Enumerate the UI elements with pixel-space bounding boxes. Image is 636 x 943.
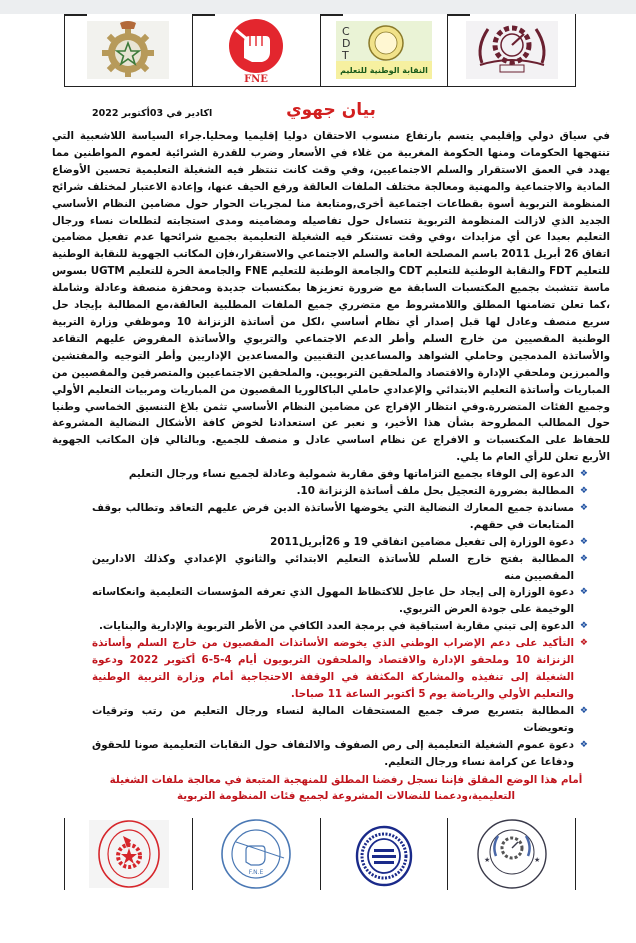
demand-item: ❖ مساندة جميع المعارك النضالية التي يخوضها الأساتذة الدين فرض عليهم التعاقد وتطالب بوقف المتابعات في حقهم. bbox=[92, 501, 588, 531]
diamond-bullet-icon: ❖ bbox=[579, 553, 588, 564]
diamond-bullet-icon: ❖ bbox=[579, 502, 588, 513]
logo-cdt bbox=[320, 14, 448, 86]
closing-statement: أمام هذا الوضع المقلق فإننا نسجل رفضنا المطلق للمنهجية المتبعة في معالجة ملفات الشغيلة التعليمية،ودعمنا للنضالات المشروعة لجميع فئات المنظومة التربوية bbox=[109, 774, 583, 803]
diamond-bullet-icon: ❖ bbox=[579, 469, 588, 480]
svg-text:FNE: FNE bbox=[244, 74, 269, 84]
diamond-bullet-icon: ❖ bbox=[579, 739, 588, 750]
demand-item: ❖ الدعوة إلى تبني مقاربة استباقية في برمجة العدد الكافي من الأطر التربوية والإدارية والبنايات. bbox=[52, 618, 588, 635]
logo-fdt bbox=[447, 14, 576, 86]
logo-ugtm bbox=[64, 14, 192, 86]
demand-item: ❖ المطالبة بضرورة التعجيل بحل ملف أساتذة الزنزانة 10. bbox=[52, 483, 588, 500]
diamond-bullet-icon: ❖ bbox=[579, 638, 588, 649]
ugtm-round-stamp-icon bbox=[83, 818, 173, 890]
svg-text:★: ★ bbox=[533, 856, 540, 864]
diamond-bullet-icon: ❖ bbox=[579, 486, 588, 497]
intro-paragraph: في سياق دولي وإقليمي يتسم بارتفاع منسوب الاحتقان دوليا إقليميا ومحليا.جراء السياسة اللاشعبية التي تنتهجها الحكومات ومنها الحكومة المغربية من غلاء في الأسعار وضرب للقدرة الشرائية لعموم المواطنين مما يهدد في العمق الاستقرار والسلم الاجتماعيين، وفي وقت كانت تنتظر فيه الشغيلة التعليمية تحسين الأوضاع المادية والاجتماعية والمهنية ومعالجة مختلف الملفات العالقة ورفع الحيف عنها، وإعادة الاعتبار لمختلف شرائح المنظومة التربوية أسوة بقطاعات اجتماعية أخرى,ومتابعة منا لمجريات الحوار حول مضامين النظام الأساسي الجديد الذي لازالت المنظومة التربوية تتساءل حول تفاصيله ومضامينه ومدى استجابته لتطلعات نساء ورجال التعليم بعيدا عن أي مزايدات ،وفي وقت تستنكر فيه الشغيلة التعليمية بجميع شرائحها عدم تفعيل مضامين اتفاق 26 أبريل 2011 باسم المصلحة العامة والسلم الاجتماعي والاستقرار،فإن المكاتب الجهوية للنقابة الوطنية للتعليم FDT والنقابة الوطنية للتعليم CDT والجامعة الوطنية للتعليم FNE والجامعة الحرة للتعليم UGTM بسوس ماسة تتشبث بجميع المكتسبات السابقة مع ضرورة تعزيزها بمكتسبات جديدة ومحفزة منصفة وعادلة وشاملة ،كما تعلن تضامنها المطلق واللامشروط مع متضرري جميع الملفات المطلبية العالقة،مع المطالبة بإيجاد حل سريع منصف وعادل لها قبل إصدار أي نظام أساسي ،لكل من أساتذة الزنزانة 10 وموظفي وزارة التربية الوطنية المقصيين من خارج السلم وأطر الدعم الاجتماعي والتربوي والأساتذة المفروض عليهم التقاعد والأساتذة المدمجين وحاملي الشواهد والمساعدين التقنيين والمساعدين الإداريين وأطر التوجيه والمفتشين والمبرزين وملحقي الإدارة والاقتصاد والملحقين التربويين. والملحقين الاجتماعيين والمتصرفين والمقصيين من المباريات وأساتذة التعليم الابتدائي والإعدادي حاملي الباكالوريا المقصيون من المباريات ومربيات التعليم الأولي وجميع الفئات المتضررة.وفي انتظار الإفراج عن مضامين النظام الأساسي تثمن بلاغ التنسيق الخماسي وطنيا حول المطالب المطروحة بشأن هذا الأخير، و نعبر عن استعدادنا لخوض كافة الأشكال النضالية المشروعة للحفاظ على المكتسبات و الافراج عن نظام اساسي عادل و منصف للجميع. وبالتالي فإن المكاتب الجهوية الأربع تعلن للرأي العام ما يلي. bbox=[52, 130, 611, 464]
ugtm-gear-emblem-icon bbox=[83, 19, 173, 81]
stamp-ugtm bbox=[64, 818, 192, 890]
demand-item: ❖ الدعوة إلى الوفاء بجميع التزاماتها وفق مقاربة شمولية وعادلة لجميع نساء ورجال التعليم bbox=[52, 466, 588, 483]
demand-item: ❖ دعوة الوزارة إلى إيجاد حل عاجل للاكتظاظ المهول الذي تعرفه المؤسسات التعليمية وانعكاساته الوخيمة على جودة العرض التربوي. bbox=[92, 586, 588, 616]
cdt-round-stamp-icon bbox=[339, 818, 429, 890]
footer-stamp-row bbox=[64, 818, 576, 890]
svg-text:D: D bbox=[341, 37, 351, 50]
stamp-fdt bbox=[447, 818, 576, 890]
document-header bbox=[52, 100, 610, 128]
fdt-round-stamp-icon bbox=[462, 818, 562, 890]
top-band bbox=[0, 0, 636, 14]
diamond-bullet-icon: ❖ bbox=[579, 587, 588, 598]
svg-text:F.N.E: F.N.E bbox=[248, 869, 264, 876]
cdt-emblem-icon bbox=[334, 19, 434, 81]
demand-item-highlighted: ❖ التأكيد على دعم الإضراب الوطني الذي يخوضه الأساتذات المقصيون من خارج السلم وأساتذة الزنزانة 10 وملحقو الإدارة والاقتصاد والملحقون التربويون أيام 4-5-6 أكتوبر 2022 ودعوة الشغيلة إلى تنفيذه والمشاركة المكثفة في الوقفة الاحتجاجية أمام وزارة التربية الوطنية والتعليم الأولي والرياضة يوم 5 أكتوبر الساعة 11 صباحا. bbox=[92, 637, 588, 700]
statement-document bbox=[52, 100, 610, 804]
diamond-bullet-icon: ❖ bbox=[579, 621, 588, 632]
svg-text:T: T bbox=[341, 49, 349, 62]
diamond-bullet-icon: ❖ bbox=[579, 705, 588, 716]
svg-text:★: ★ bbox=[483, 856, 490, 864]
diamond-bullet-icon: ❖ bbox=[579, 536, 588, 547]
demand-item: ❖ المطالبة بفتح خارج السلم للأساتذة التعليم الابتدائي والثانوي الإعدادي وكذلك الاداريين المقصيين منه bbox=[92, 552, 588, 582]
fdt-gear-emblem-icon bbox=[462, 19, 562, 81]
fne-fist-emblem-icon bbox=[208, 16, 304, 84]
svg-text:النقابة الوطنية للتعليم: النقابة الوطنية للتعليم bbox=[340, 66, 428, 75]
demand-item: ❖ دعوة الوزارة إلى تفعيل مضامين اتفاقي 19 و 26أبريل2011 bbox=[52, 534, 588, 551]
logo-fne bbox=[192, 14, 320, 86]
document-date: اكادير في 03أكتوبر 2022 bbox=[92, 108, 213, 119]
stamp-fne bbox=[192, 818, 320, 890]
svg-text:C: C bbox=[341, 25, 350, 38]
demand-item: ❖ دعوة عموم الشغيلة التعليمية إلى رص الصفوف والالتفاف حول النقابات التعليمية صونا للحقوق ودفاعا عن كرامة نساء ورجال التعليم. bbox=[92, 738, 588, 768]
header-logo-row bbox=[64, 14, 576, 87]
fne-round-stamp-icon bbox=[206, 818, 306, 890]
demand-item: ❖ المطالبة بتسريع صرف جميع المستحقات المالية لنساء ورجال التعليم من رتب وترقيات وتعويضات bbox=[92, 704, 588, 734]
stamp-cdt bbox=[320, 818, 448, 890]
document-title: بيان جهوي bbox=[286, 100, 376, 120]
demands-list bbox=[52, 466, 610, 770]
